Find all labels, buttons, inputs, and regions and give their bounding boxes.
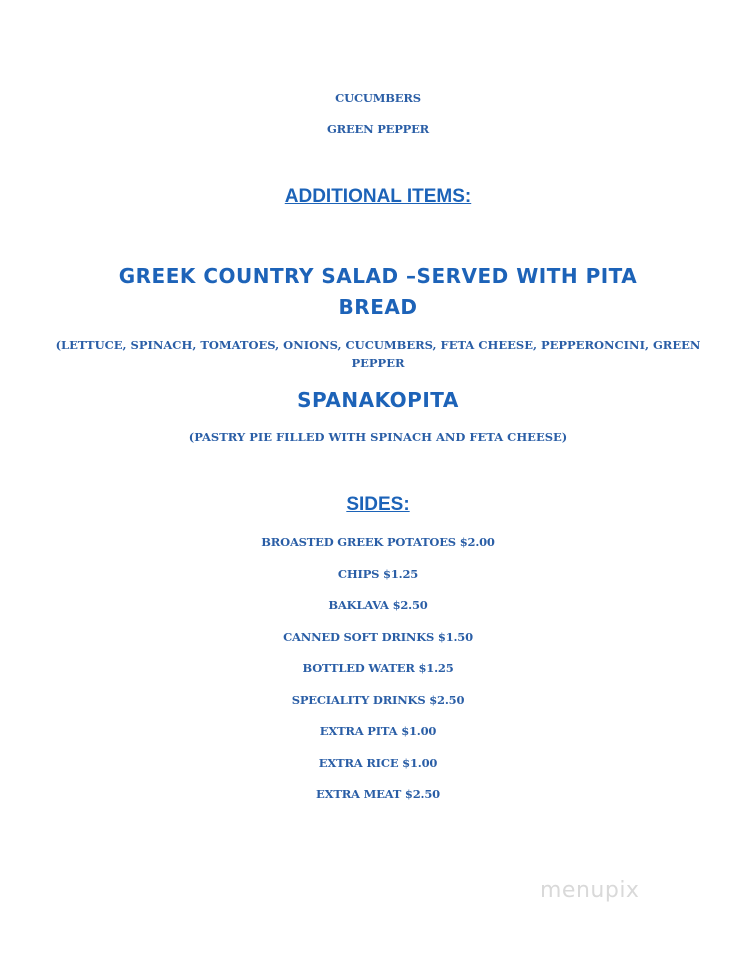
side-item: EXTRA PITA $1.00 — [319, 724, 437, 738]
side-item: BAKLAVA $2.50 — [328, 598, 428, 612]
sides-heading: SIDES: — [346, 494, 410, 515]
greek-salad-title-line1: GREEK COUNTRY SALAD –SERVED WITH PITA — [118, 264, 638, 288]
side-item: EXTRA RICE $1.00 — [318, 756, 438, 770]
greek-salad-desc-line2: PEPPER — [351, 356, 405, 370]
greek-salad-desc-line1: (LETTUCE, SPINACH, TOMATOES, ONIONS, CUCUMBERS, FETA CHEESE, PEPPERONCINI, GREEN — [55, 338, 701, 352]
additional-items-heading: ADDITIONAL ITEMS: — [284, 186, 472, 207]
top-item-green-pepper: GREEN PEPPER — [326, 122, 430, 136]
top-item-cucumbers: CUCUMBERS — [335, 91, 421, 105]
greek-salad-title-line2: BREAD — [338, 295, 418, 319]
side-item: CANNED SOFT DRINKS $1.50 — [283, 630, 473, 644]
spanakopita-title: SPANAKOPITA — [297, 388, 459, 412]
side-item: SPECIALITY DRINKS $2.50 — [291, 693, 465, 707]
menupix-watermark: menupix — [540, 878, 640, 903]
spanakopita-desc: (PASTRY PIE FILLED WITH SPINACH AND FETA CHEESE) — [188, 430, 568, 444]
side-item: BOTTLED WATER $1.25 — [302, 661, 454, 675]
side-item: BROASTED GREEK POTATOES $2.00 — [261, 535, 495, 549]
side-item: EXTRA MEAT $2.50 — [316, 787, 440, 801]
side-item: CHIPS $1.25 — [337, 567, 419, 581]
